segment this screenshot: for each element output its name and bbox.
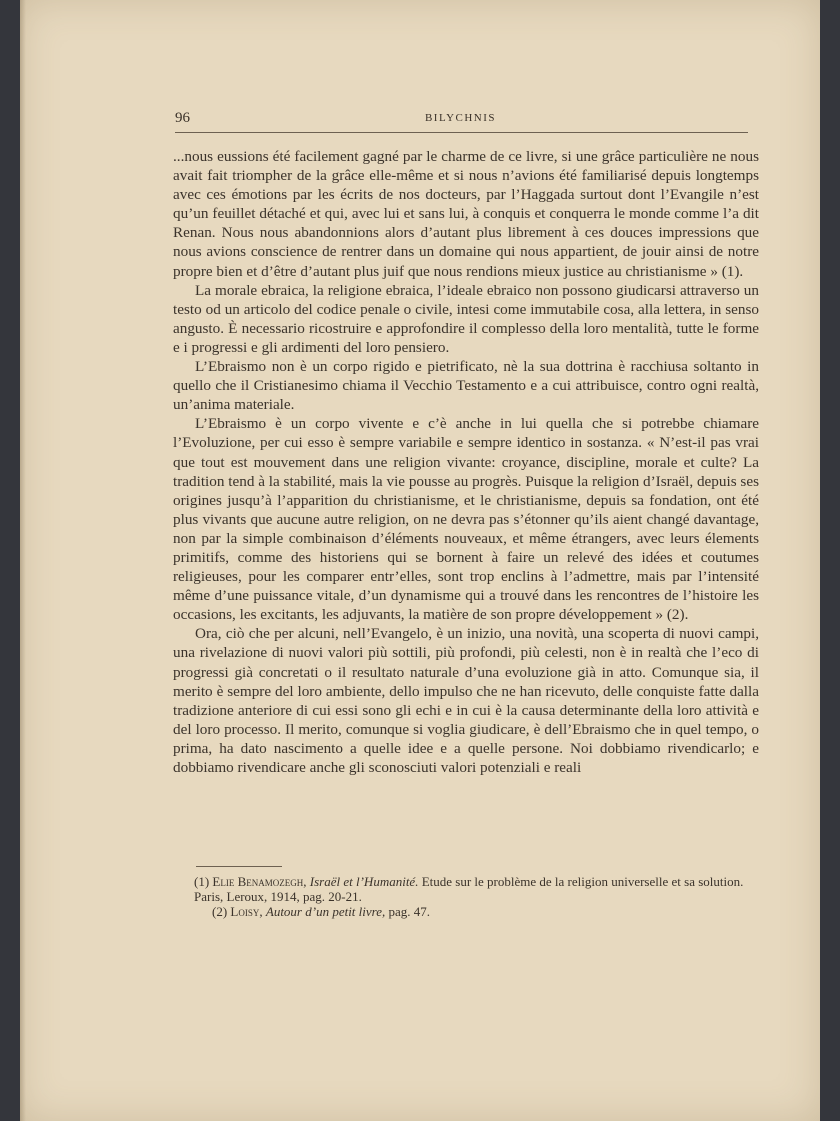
footnote-citation: Etude sur le problème de la religion universelle et sa solution. Paris, Leroux, 1914, pag. 20-21. <box>194 874 744 904</box>
footnotes <box>194 874 760 919</box>
footnote-author: Loisy, <box>230 904 263 919</box>
paragraph: L’Ebraismo è un corpo vivente e c’è anche in lui quella che si potrebbe chiamare l’Evoluzione, per cui esso è sempre variabile e sempre identico in sostanza. « N’est-il pas vrai que tout est mouvement dans une religion vivante: croyance, discipline, morale et culte? La tradition tend à la stabilité, mais la vie pousse au progrès. Puisque la religion d’Israël, depuis ses origines jusqu’à l’apparition du christianisme, et le christianisme, depuis sa fondation, ont été plus vivants que aucune autre religion, on ne devra pas s’étonner qu’ils aient changé davantage, non par la simple combinaison d’éléments nouveaux, et même étrangers, avec leurs élements primitifs, comme des historiens qui se bornent à faire un relevé des idées et coutumes religieuses, pour les comparer entr’elles, sont trop enclins à l’admettre, mais par l’intensité même d’une puissance vitale, d’un dynamisme qui a trouvé dans les rencontres de l’histoire les occasions, les excitants, les adjuvants, la matière de son propre développement » (2). <box>173 415 759 624</box>
footnote-marker: (1) <box>194 874 210 889</box>
footnote-author: Elie Benamozegh, <box>212 874 307 889</box>
running-title: BILYCHNIS <box>424 112 497 124</box>
paragraph-quote-continuation: ...nous eussions été facilement gagné par le charme de ce livre, si une grâce particulière ne nous avait fait triompher de la grâce elle-même et si nous n’avions été familiarisé depuis longtemps avec ces émotions par les écrits de nos docteurs, par l’Haggada surtout dont l’Evangile n’est qu’un feuillet détaché et qui, avec lui et sans lui, à conquis et conquerra le monde comme l’a dit Renan. Nous nous abandonnions alors d’autant plus librement à ces douces impressions que nous avions conscience de rentrer dans un domaine qui nous appartient, de jouir ainsi de notre propre bien et d’être d’autant plus juif que nous rendions mieux justice au christianisme » (1). <box>173 148 759 280</box>
footnote-title: Autour d’un petit livre, <box>265 904 386 919</box>
body-text <box>173 147 759 777</box>
page-header <box>175 110 746 132</box>
book-page <box>20 0 820 1121</box>
footnote-title: Israël et l’Humanité. <box>309 874 419 889</box>
paragraph: La morale ebraica, la religione ebraica, l’ideale ebraico non possono giudicarsi attraverso un testo od un articolo del codice penale o civile, intesi come immutabile cosa, alla lettera, in senso angusto. È necessario ricostruire e approfondire il complesso della loro mentalità, tutte le forme e i progressi e gli ardimenti del loro pensiero. <box>173 281 759 356</box>
paragraph: Ora, ciò che per alcuni, nell’Evangelo, è un inizio, una novità, una scoperta di nuovi campi, una rivelazione di nuovi valori più sottili, più profondi, più celesti, non è in realtà che l’eco di progressi già concretati o il resultato naturale d’una evoluzione già in atto. Comunque sia, il merito è sempre del loro ambiente, dello impulso che ne han ricevuto, delle conquiste fatte dalla tradizione anteriore di cui essi sono gli echi e in cui è la causa determinante della loro attività e del loro processo. Il merito, comunque si voglia giudicare, è dell’Ebraismo che in quel tempo, o prima, ha dato nascimento a quelle idee e a quelle persone. Noi dobbiamo rivendicarlo; e dobbiamo rivendicare anche gli sconosciuti valori potenziali e reali <box>173 625 759 776</box>
page-edge-shadow <box>20 0 26 1121</box>
footnote-1 <box>194 874 760 904</box>
footnote-marker: (2) <box>212 904 228 919</box>
header-rule <box>175 132 748 133</box>
footnote-citation: pag. 47. <box>388 904 431 919</box>
page-number: 96 <box>175 110 190 126</box>
footnote-rule <box>196 866 282 867</box>
footnote-2 <box>194 904 760 919</box>
paragraph: L’Ebraismo non è un corpo rigido e pietrificato, nè la sua dottrina è racchiusa soltanto in quello che il Cristianesimo chiama il Vecchio Testamento e a cui attribuisce, contro ogni realtà, un’anima materiale. <box>173 358 759 414</box>
